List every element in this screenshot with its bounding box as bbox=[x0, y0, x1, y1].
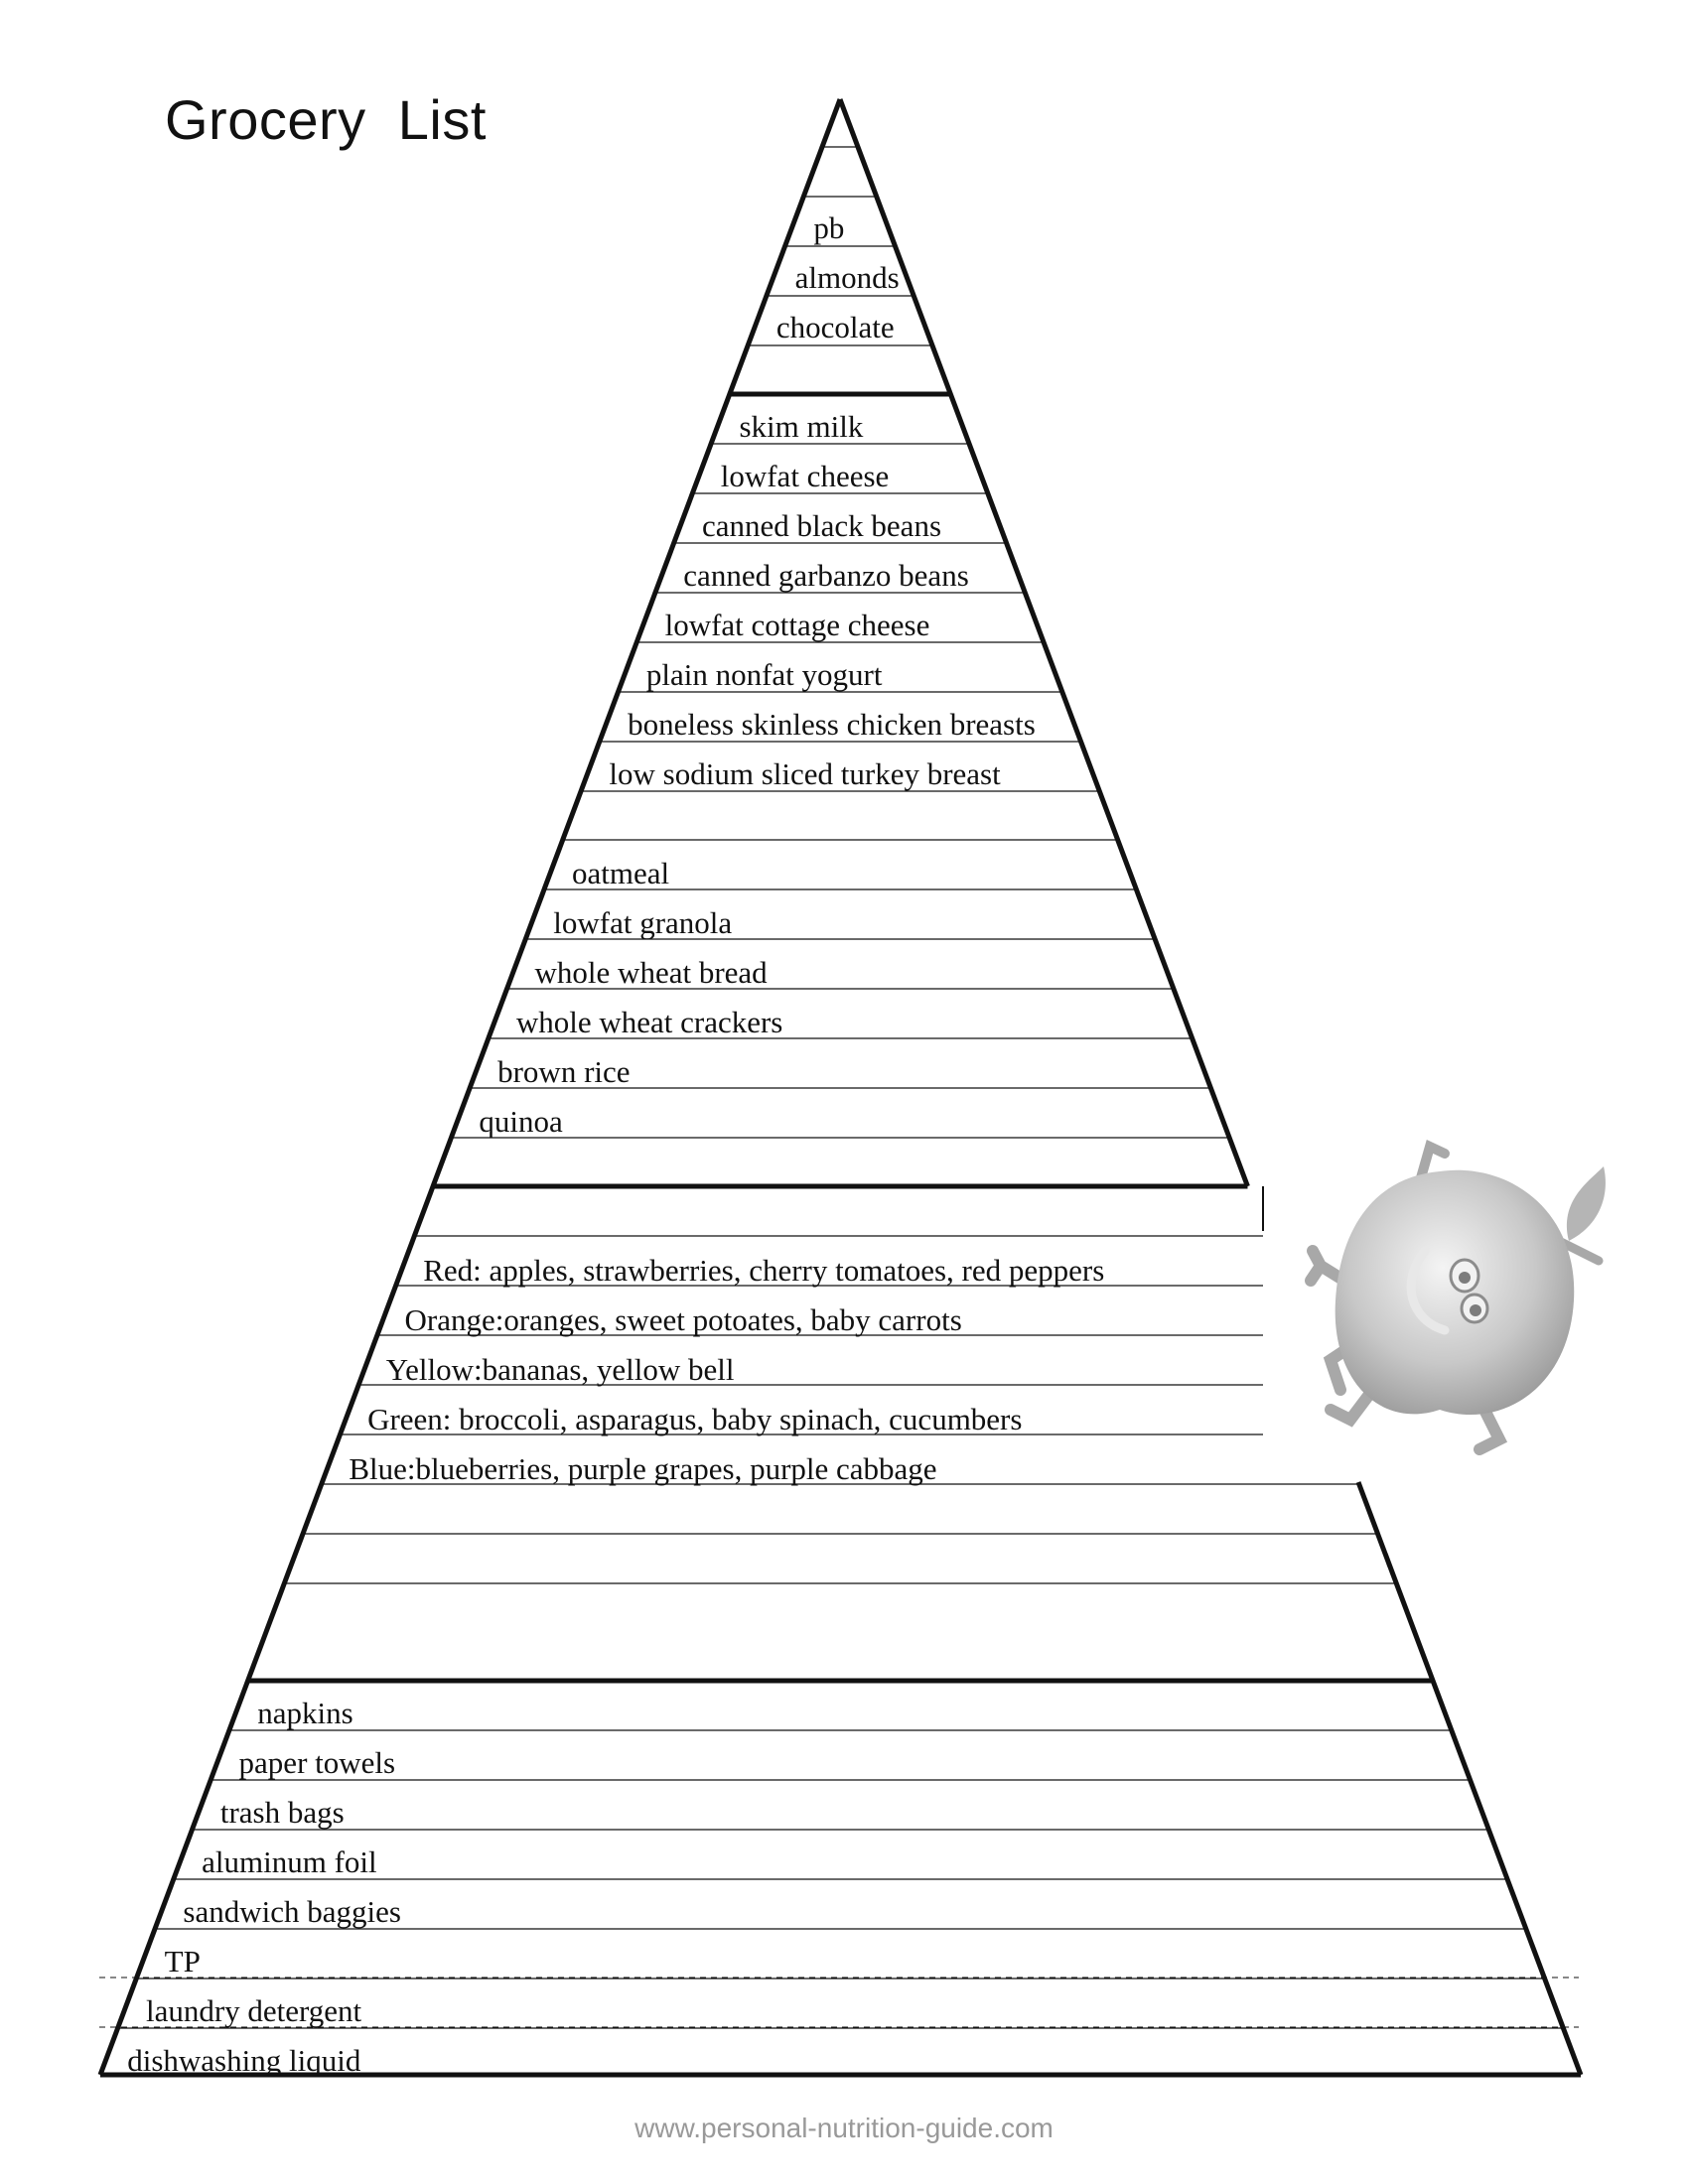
list-item: canned black beans bbox=[702, 508, 942, 543]
list-item: pb bbox=[813, 210, 845, 245]
apple-mascot-icon bbox=[1311, 1147, 1606, 1449]
list-item: almonds bbox=[794, 260, 900, 295]
list-item: Orange:oranges, sweet potoates, baby carrots bbox=[404, 1302, 962, 1337]
list-item: Yellow:bananas, yellow bell bbox=[385, 1352, 735, 1387]
pyramid-right-edge-lower bbox=[1358, 1482, 1581, 2075]
list-item: brown rice bbox=[497, 1054, 631, 1089]
list-item: lowfat cheese bbox=[720, 459, 890, 493]
list-item: boneless skinless chicken breasts bbox=[628, 707, 1036, 742]
list-item: Green: broccoli, asparagus, baby spinach, cucumbers bbox=[367, 1402, 1023, 1436]
list-item: trash bags bbox=[219, 1795, 345, 1830]
list-item: dishwashing liquid bbox=[127, 2043, 361, 2078]
page-title: Grocery List bbox=[165, 88, 487, 151]
footer-url: www.personal-nutrition-guide.com bbox=[634, 2113, 1054, 2143]
pyramid-items bbox=[127, 210, 1104, 2078]
list-item: plain nonfat yogurt bbox=[645, 657, 883, 692]
list-item: lowfat granola bbox=[553, 905, 733, 940]
list-item: Blue:blueberries, purple grapes, purple cabbage bbox=[349, 1451, 937, 1486]
list-item: TP bbox=[164, 1944, 201, 1979]
list-item: low sodium sliced turkey breast bbox=[609, 756, 1001, 791]
list-item: laundry detergent bbox=[145, 1993, 362, 2028]
list-item: whole wheat crackers bbox=[515, 1005, 783, 1039]
list-item: paper towels bbox=[238, 1745, 396, 1780]
list-item: aluminum foil bbox=[202, 1844, 377, 1879]
list-item: Red: apples, strawberries, cherry tomatoes, red peppers bbox=[423, 1253, 1105, 1288]
list-item: skim milk bbox=[739, 409, 864, 444]
list-item: whole wheat bread bbox=[534, 955, 768, 990]
list-item: sandwich baggies bbox=[183, 1894, 401, 1929]
list-item: oatmeal bbox=[571, 856, 670, 890]
list-item: napkins bbox=[257, 1696, 353, 1730]
list-item: quinoa bbox=[479, 1104, 563, 1139]
list-item: canned garbanzo beans bbox=[683, 558, 969, 593]
list-item: chocolate bbox=[775, 310, 895, 344]
list-item: lowfat cottage cheese bbox=[664, 608, 930, 642]
pyramid-left-edge bbox=[100, 99, 840, 2075]
